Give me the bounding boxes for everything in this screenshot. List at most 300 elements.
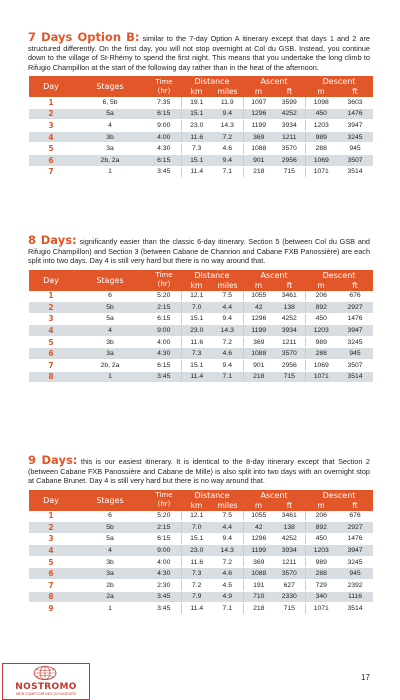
cell-day: 7 <box>29 166 73 178</box>
cell-descent-m: 892 <box>305 302 337 314</box>
cell-ascent-ft: 627 <box>274 580 305 592</box>
cell-time: 3:45 <box>147 371 181 383</box>
table-row <box>29 360 373 372</box>
cell-ascent-m: 1088 <box>243 568 274 580</box>
table-row <box>29 120 373 132</box>
table-row <box>29 166 373 178</box>
cell-descent-m: 989 <box>305 131 337 143</box>
cell-km: 15.1 <box>181 313 212 325</box>
header-descent-ft: ft <box>337 281 373 291</box>
cell-descent-ft: 3245 <box>337 556 373 568</box>
header-descent-m: m <box>305 281 337 291</box>
header-km: km <box>181 87 212 97</box>
cell-miles: 4.4 <box>212 522 243 534</box>
header-ascent: Ascent <box>243 76 305 87</box>
cell-km: 15.1 <box>181 154 212 166</box>
cell-km: 15.1 <box>181 108 212 120</box>
cell-ascent-ft: 3461 <box>274 291 305 302</box>
cell-descent-m: 1069 <box>305 360 337 372</box>
cell-day: 8 <box>29 371 73 383</box>
cell-ascent-ft: 1211 <box>274 556 305 568</box>
cell-descent-ft: 676 <box>337 511 373 522</box>
cell-descent-ft: 3507 <box>337 360 373 372</box>
globe-icon <box>33 666 57 680</box>
header-time: Time (hr) <box>147 76 181 97</box>
cell-ascent-m: 1296 <box>243 313 274 325</box>
header-miles: miles <box>212 281 243 291</box>
cell-ascent-m: 42 <box>243 522 274 534</box>
cell-day: 2 <box>29 302 73 314</box>
cell-stages: 5b <box>73 302 147 314</box>
section-heading: 7 Days Option B: <box>28 30 140 44</box>
cell-ascent-ft: 3934 <box>274 325 305 337</box>
cell-descent-ft: 945 <box>337 568 373 580</box>
itinerary-table <box>29 76 373 178</box>
cell-time: 6:15 <box>147 360 181 372</box>
cell-miles: 4.6 <box>212 143 243 155</box>
cell-descent-m: 1203 <box>305 120 337 132</box>
table-row <box>29 545 373 557</box>
cell-stages: 6 <box>73 511 147 522</box>
header-ascent: Ascent <box>243 490 305 501</box>
cell-miles: 14.3 <box>212 325 243 337</box>
cell-descent-m: 1203 <box>305 545 337 557</box>
section-text: significantly easier than the classic 6-day itinerary. Section 5 (between Col du GSB and Rifugio Champillon) and Section 3 (between Cabane de Chanrion and Cabane FXB Panossière) are each split into two days. Day 4 is still very hard but there is no way around that. <box>28 237 370 265</box>
cell-ascent-m: 369 <box>243 556 274 568</box>
header-ascent-m: m <box>243 501 274 511</box>
header-distance: Distance <box>181 490 243 501</box>
cell-miles: 9.4 <box>212 533 243 545</box>
header-distance: Distance <box>181 76 243 87</box>
cell-day: 1 <box>29 291 73 302</box>
cell-stages: 3b <box>73 336 147 348</box>
cell-ascent-m: 1055 <box>243 511 274 522</box>
cell-stages: 3b <box>73 556 147 568</box>
header-descent: Descent <box>305 76 373 87</box>
cell-stages: 1 <box>73 603 147 615</box>
cell-time: 9:00 <box>147 120 181 132</box>
cell-km: 11.6 <box>181 131 212 143</box>
section-intro <box>28 30 370 72</box>
header-descent-m: m <box>305 87 337 97</box>
cell-day: 6 <box>29 568 73 580</box>
header-time: Time (hr) <box>147 490 181 511</box>
cell-miles: 9.4 <box>212 360 243 372</box>
header-ascent-m: m <box>243 281 274 291</box>
cell-stages: 3a <box>73 143 147 155</box>
cell-ascent-ft: 3570 <box>274 143 305 155</box>
cell-ascent-m: 1199 <box>243 120 274 132</box>
cell-day: 1 <box>29 511 73 522</box>
cell-day: 5 <box>29 143 73 155</box>
header-descent: Descent <box>305 270 373 281</box>
table-body <box>29 511 373 615</box>
cell-ascent-m: 710 <box>243 591 274 603</box>
cell-km: 15.1 <box>181 533 212 545</box>
cell-miles: 11.9 <box>212 97 243 108</box>
cell-descent-m: 989 <box>305 556 337 568</box>
cell-miles: 9.4 <box>212 154 243 166</box>
cell-time: 4:30 <box>147 143 181 155</box>
cell-time: 6:15 <box>147 108 181 120</box>
cell-time: 4:30 <box>147 348 181 360</box>
cell-ascent-ft: 2956 <box>274 154 305 166</box>
cell-descent-ft: 3245 <box>337 336 373 348</box>
cell-stages: 6 <box>73 291 147 302</box>
cell-ascent-m: 191 <box>243 580 274 592</box>
header-miles: miles <box>212 87 243 97</box>
table-row <box>29 533 373 545</box>
cell-miles: 7.1 <box>212 166 243 178</box>
nostromo-logo <box>2 663 90 700</box>
cell-descent-ft: 2927 <box>337 302 373 314</box>
table-row <box>29 603 373 615</box>
cell-ascent-m: 1097 <box>243 97 274 108</box>
cell-stages: 4 <box>73 120 147 132</box>
cell-time: 4:30 <box>147 568 181 580</box>
header-ascent-ft: ft <box>274 281 305 291</box>
table-row <box>29 131 373 143</box>
header-ascent-m: m <box>243 87 274 97</box>
cell-stages: 5b <box>73 522 147 534</box>
cell-day: 3 <box>29 120 73 132</box>
cell-time: 3:45 <box>147 591 181 603</box>
cell-stages: 2b, 2a <box>73 360 147 372</box>
cell-ascent-m: 1296 <box>243 533 274 545</box>
cell-ascent-m: 901 <box>243 154 274 166</box>
logo-name: NOSTROMO <box>15 682 77 692</box>
cell-day: 5 <box>29 336 73 348</box>
cell-km: 23.0 <box>181 325 212 337</box>
cell-ascent-ft: 138 <box>274 302 305 314</box>
cell-miles: 4.6 <box>212 568 243 580</box>
cell-miles: 4.4 <box>212 302 243 314</box>
cell-km: 11.6 <box>181 556 212 568</box>
cell-ascent-ft: 1211 <box>274 336 305 348</box>
cell-day: 1 <box>29 97 73 108</box>
cell-descent-ft: 3514 <box>337 371 373 383</box>
cell-ascent-m: 1055 <box>243 291 274 302</box>
cell-ascent-m: 218 <box>243 166 274 178</box>
cell-ascent-ft: 2330 <box>274 591 305 603</box>
cell-time: 6:15 <box>147 154 181 166</box>
cell-km: 23.0 <box>181 545 212 557</box>
table-row <box>29 313 373 325</box>
cell-km: 11.6 <box>181 336 212 348</box>
cell-descent-ft: 3603 <box>337 97 373 108</box>
cell-day: 4 <box>29 545 73 557</box>
cell-ascent-m: 1199 <box>243 545 274 557</box>
header-miles: miles <box>212 501 243 511</box>
cell-descent-m: 288 <box>305 568 337 580</box>
table-row <box>29 154 373 166</box>
itinerary-table <box>29 490 373 615</box>
header-day: Day <box>29 76 73 97</box>
cell-ascent-m: 218 <box>243 603 274 615</box>
cell-time: 3:45 <box>147 166 181 178</box>
cell-ascent-m: 218 <box>243 371 274 383</box>
cell-descent-ft: 676 <box>337 291 373 302</box>
cell-ascent-ft: 1211 <box>274 131 305 143</box>
table-row <box>29 325 373 337</box>
header-day: Day <box>29 490 73 511</box>
cell-stages: 1 <box>73 166 147 178</box>
header-day: Day <box>29 270 73 291</box>
cell-day: 3 <box>29 533 73 545</box>
cell-miles: 7.5 <box>212 291 243 302</box>
cell-miles: 7.2 <box>212 336 243 348</box>
cell-stages: 6, 5b <box>73 97 147 108</box>
cell-miles: 7.2 <box>212 556 243 568</box>
cell-stages: 2a <box>73 591 147 603</box>
cell-miles: 4.5 <box>212 580 243 592</box>
section-heading: 8 Days: <box>28 233 77 247</box>
cell-km: 23.0 <box>181 120 212 132</box>
cell-ascent-ft: 715 <box>274 603 305 615</box>
cell-stages: 1 <box>73 371 147 383</box>
table-row <box>29 591 373 603</box>
cell-descent-ft: 2927 <box>337 522 373 534</box>
cell-stages: 3b <box>73 131 147 143</box>
cell-descent-ft: 1476 <box>337 533 373 545</box>
cell-km: 11.4 <box>181 371 212 383</box>
cell-descent-ft: 1116 <box>337 591 373 603</box>
cell-stages: 4 <box>73 545 147 557</box>
cell-ascent-ft: 2956 <box>274 360 305 372</box>
cell-time: 2:15 <box>147 522 181 534</box>
cell-day: 6 <box>29 154 73 166</box>
table-body <box>29 97 373 178</box>
cell-time: 5:20 <box>147 511 181 522</box>
header-ascent-ft: ft <box>274 87 305 97</box>
cell-descent-ft: 945 <box>337 348 373 360</box>
section-heading: 9 Days: <box>28 453 78 467</box>
cell-ascent-ft: 4252 <box>274 108 305 120</box>
table-row <box>29 511 373 522</box>
cell-stages: 5a <box>73 533 147 545</box>
cell-km: 7.3 <box>181 143 212 155</box>
section-text: similar to the 7-day Option A itinerary except that days 1 and 2 are structured differently. On the first day, you will not stop overnight at Col du GSB. Instead, you continue down to the village of St-Rhémy to spend the first night. This means that you undertake the long climb to Rifugio Champillon at the start of the following day rather than in the heat of the afternoon. <box>28 34 370 72</box>
cell-time: 4:00 <box>147 336 181 348</box>
header-descent: Descent <box>305 490 373 501</box>
cell-ascent-m: 1088 <box>243 348 274 360</box>
cell-km: 7.0 <box>181 522 212 534</box>
cell-descent-ft: 2392 <box>337 580 373 592</box>
cell-ascent-ft: 3934 <box>274 120 305 132</box>
cell-stages: 5a <box>73 108 147 120</box>
cell-time: 4:00 <box>147 131 181 143</box>
cell-ascent-ft: 3461 <box>274 511 305 522</box>
section-7-days-option-b <box>28 30 370 178</box>
header-descent-m: m <box>305 501 337 511</box>
cell-time: 4:00 <box>147 556 181 568</box>
cell-ascent-m: 42 <box>243 302 274 314</box>
cell-km: 15.1 <box>181 360 212 372</box>
cell-km: 7.2 <box>181 580 212 592</box>
cell-descent-m: 288 <box>305 348 337 360</box>
cell-time: 9:00 <box>147 325 181 337</box>
cell-ascent-ft: 4252 <box>274 313 305 325</box>
table-row <box>29 143 373 155</box>
cell-miles: 9.4 <box>212 108 243 120</box>
cell-descent-m: 729 <box>305 580 337 592</box>
cell-descent-m: 450 <box>305 313 337 325</box>
cell-km: 19.1 <box>181 97 212 108</box>
cell-miles: 7.1 <box>212 371 243 383</box>
cell-ascent-m: 901 <box>243 360 274 372</box>
cell-stages: 4 <box>73 325 147 337</box>
cell-stages: 5a <box>73 313 147 325</box>
cell-ascent-m: 1199 <box>243 325 274 337</box>
cell-descent-m: 206 <box>305 511 337 522</box>
cell-ascent-m: 369 <box>243 131 274 143</box>
header-distance: Distance <box>181 270 243 281</box>
section-text: this is our easiest itinerary. It is identical to the 8-day itinerary except that Section 2 (between Cabane FXB Panossière and Cabane de Mille) is also split into two days with an overnight stop at Cabane Brunet. Day 4 is still very hard but there is no way around that. <box>28 457 370 485</box>
table-row <box>29 291 373 302</box>
table-row <box>29 522 373 534</box>
cell-descent-m: 1071 <box>305 166 337 178</box>
cell-ascent-m: 1088 <box>243 143 274 155</box>
cell-descent-m: 288 <box>305 143 337 155</box>
header-descent-ft: ft <box>337 87 373 97</box>
cell-miles: 14.3 <box>212 120 243 132</box>
cell-descent-m: 1203 <box>305 325 337 337</box>
cell-descent-m: 1069 <box>305 154 337 166</box>
cell-descent-m: 1071 <box>305 603 337 615</box>
cell-stages: 3a <box>73 568 147 580</box>
cell-miles: 4.6 <box>212 348 243 360</box>
cell-km: 7.0 <box>181 302 212 314</box>
cell-time: 3:45 <box>147 603 181 615</box>
cell-ascent-ft: 138 <box>274 522 305 534</box>
cell-km: 7.3 <box>181 568 212 580</box>
cell-descent-ft: 3245 <box>337 131 373 143</box>
cell-ascent-ft: 3570 <box>274 568 305 580</box>
cell-miles: 14.3 <box>212 545 243 557</box>
section-8-days <box>28 233 370 383</box>
cell-km: 7.9 <box>181 591 212 603</box>
cell-day: 2 <box>29 108 73 120</box>
cell-ascent-ft: 4252 <box>274 533 305 545</box>
header-stages: Stages <box>73 490 147 511</box>
cell-time: 6:15 <box>147 313 181 325</box>
cell-ascent-ft: 3570 <box>274 348 305 360</box>
table-row <box>29 556 373 568</box>
cell-stages: 2b <box>73 580 147 592</box>
table-row <box>29 108 373 120</box>
cell-day: 3 <box>29 313 73 325</box>
cell-descent-ft: 3507 <box>337 154 373 166</box>
cell-ascent-m: 1296 <box>243 108 274 120</box>
cell-miles: 7.5 <box>212 511 243 522</box>
cell-time: 5:20 <box>147 291 181 302</box>
cell-ascent-ft: 715 <box>274 371 305 383</box>
section-intro <box>28 453 370 486</box>
cell-descent-ft: 3514 <box>337 166 373 178</box>
cell-day: 2 <box>29 522 73 534</box>
cell-km: 11.4 <box>181 603 212 615</box>
header-km: km <box>181 281 212 291</box>
cell-miles: 7.1 <box>212 603 243 615</box>
cell-km: 12.1 <box>181 511 212 522</box>
cell-ascent-m: 369 <box>243 336 274 348</box>
table-row <box>29 97 373 108</box>
cell-descent-ft: 945 <box>337 143 373 155</box>
cell-day: 7 <box>29 360 73 372</box>
header-ascent: Ascent <box>243 270 305 281</box>
cell-miles: 7.2 <box>212 131 243 143</box>
table-body <box>29 291 373 383</box>
cell-descent-m: 892 <box>305 522 337 534</box>
cell-time: 9:00 <box>147 545 181 557</box>
section-9-days <box>28 453 370 615</box>
page-number: 17 <box>361 673 370 682</box>
cell-descent-m: 1098 <box>305 97 337 108</box>
cell-day: 9 <box>29 603 73 615</box>
cell-day: 5 <box>29 556 73 568</box>
cell-descent-ft: 3947 <box>337 120 373 132</box>
cell-descent-ft: 1476 <box>337 108 373 120</box>
cell-km: 11.4 <box>181 166 212 178</box>
table-row <box>29 348 373 360</box>
cell-stages: 3a <box>73 348 147 360</box>
cell-descent-ft: 3947 <box>337 325 373 337</box>
cell-day: 4 <box>29 131 73 143</box>
header-ascent-ft: ft <box>274 501 305 511</box>
cell-time: 6:15 <box>147 533 181 545</box>
table-row <box>29 580 373 592</box>
header-descent-ft: ft <box>337 501 373 511</box>
cell-day: 7 <box>29 580 73 592</box>
table-row <box>29 302 373 314</box>
table-row <box>29 336 373 348</box>
logo-tagline: WEB COMPTOIR DES VOYAGEURS <box>15 692 77 696</box>
cell-ascent-ft: 715 <box>274 166 305 178</box>
cell-descent-m: 1071 <box>305 371 337 383</box>
header-time: Time (hr) <box>147 270 181 291</box>
cell-time: 2:15 <box>147 302 181 314</box>
cell-ascent-ft: 3934 <box>274 545 305 557</box>
cell-descent-m: 450 <box>305 108 337 120</box>
itinerary-table <box>29 270 373 384</box>
header-stages: Stages <box>73 270 147 291</box>
cell-time: 7:35 <box>147 97 181 108</box>
cell-day: 4 <box>29 325 73 337</box>
cell-km: 12.1 <box>181 291 212 302</box>
cell-time: 2:30 <box>147 580 181 592</box>
cell-descent-ft: 3947 <box>337 545 373 557</box>
cell-descent-m: 340 <box>305 591 337 603</box>
table-row <box>29 568 373 580</box>
cell-day: 8 <box>29 591 73 603</box>
header-stages: Stages <box>73 76 147 97</box>
cell-descent-ft: 3514 <box>337 603 373 615</box>
table-header <box>29 76 373 97</box>
cell-descent-m: 989 <box>305 336 337 348</box>
cell-km: 7.3 <box>181 348 212 360</box>
cell-descent-m: 450 <box>305 533 337 545</box>
header-km: km <box>181 501 212 511</box>
cell-miles: 4.9 <box>212 591 243 603</box>
section-intro <box>28 233 370 266</box>
cell-descent-ft: 1476 <box>337 313 373 325</box>
cell-stages: 2b, 2a <box>73 154 147 166</box>
cell-miles: 9.4 <box>212 313 243 325</box>
cell-descent-m: 206 <box>305 291 337 302</box>
table-header <box>29 270 373 291</box>
table-header <box>29 490 373 511</box>
table-row <box>29 371 373 383</box>
